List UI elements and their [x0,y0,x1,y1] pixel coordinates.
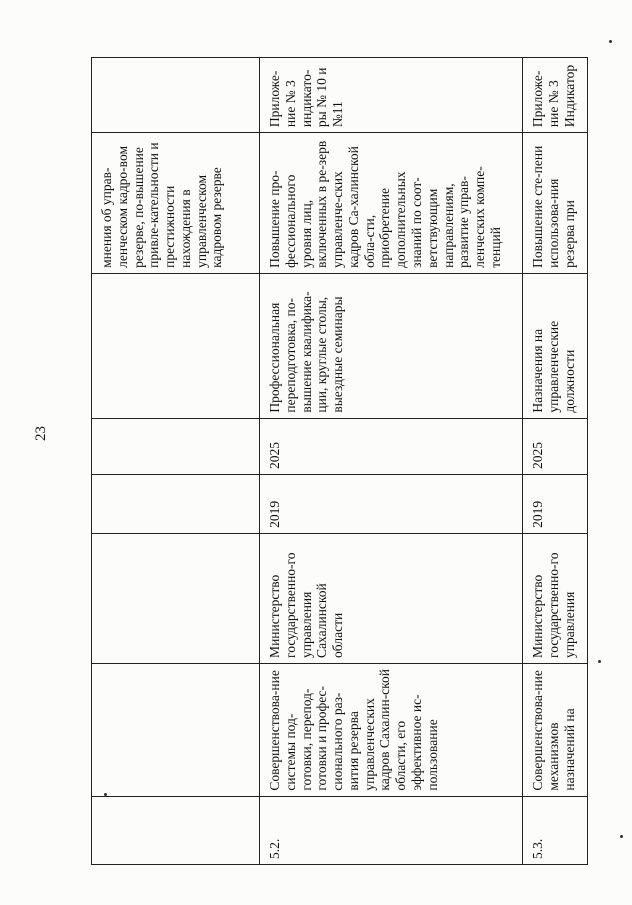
page-number: 23 [33,426,49,441]
table-row [92,58,260,865]
cell-org: Министерство государственно-го управления Сахалинской области [260,533,523,663]
scan-speck [104,793,107,796]
cell-result: Повышение про-фессионального уровня лиц, включенных в ре-зерв управленче-ских кадров Са-халинской обла-сти, приобретение дополнительных знаний по соот-ветствующим направлениям, развитие управ-ленческих компе-тенций [260,133,523,274]
cell-org: Министерство государственно-го управления [523,533,588,663]
cell-result: Повышение сте-пени использова-ния резерва при [523,133,588,274]
rotated-table-wrapper [91,57,587,865]
cell-result: мнения об управ-ленческом кадро-вом резерве, по-вышение привле-кательности и престижности нахождения в управленческом кадровом резерве [92,133,260,274]
cell-end [92,418,260,474]
cell-link: Приложе-ние № 3 индикато-ры № 10 и №11 [260,58,523,133]
cell-org [92,533,260,663]
cell-start: 2019 [523,474,588,533]
cell-end: 2025 [523,418,588,474]
program-table [91,57,588,865]
cell-link [92,58,260,133]
cell-name: Совершенствова-ние механизмов назначений на [523,663,588,796]
table-container [91,57,587,865]
cell-link: Приложе-ние № 3 Индикатор [523,58,588,133]
cell-end: 2025 [260,418,523,474]
scan-speck [598,660,601,663]
cell-num: 5.2. [260,796,523,864]
cell-name: Совершенствова-ние системы под-готовки, перепод-готовки и профес-сионального раз-вития резерва управленческих кадров Сахалин-ской области, его эффективное ис-пользование [260,663,523,796]
table-row [523,58,588,865]
scan-speck [620,835,623,838]
cell-start: 2019 [260,474,523,533]
cell-content: Профессиональная переподготовка, по-вышение квалифика-ции, круглые столы, выездные семинары [260,273,523,418]
scan-speck [609,40,612,43]
cell-num: 5.3. [523,796,588,864]
table-row [260,58,523,865]
cell-num [92,796,260,864]
cell-content [92,273,260,418]
cell-start [92,474,260,533]
cell-name [92,663,260,796]
cell-content: Назначения на управленческие должности [523,273,588,418]
